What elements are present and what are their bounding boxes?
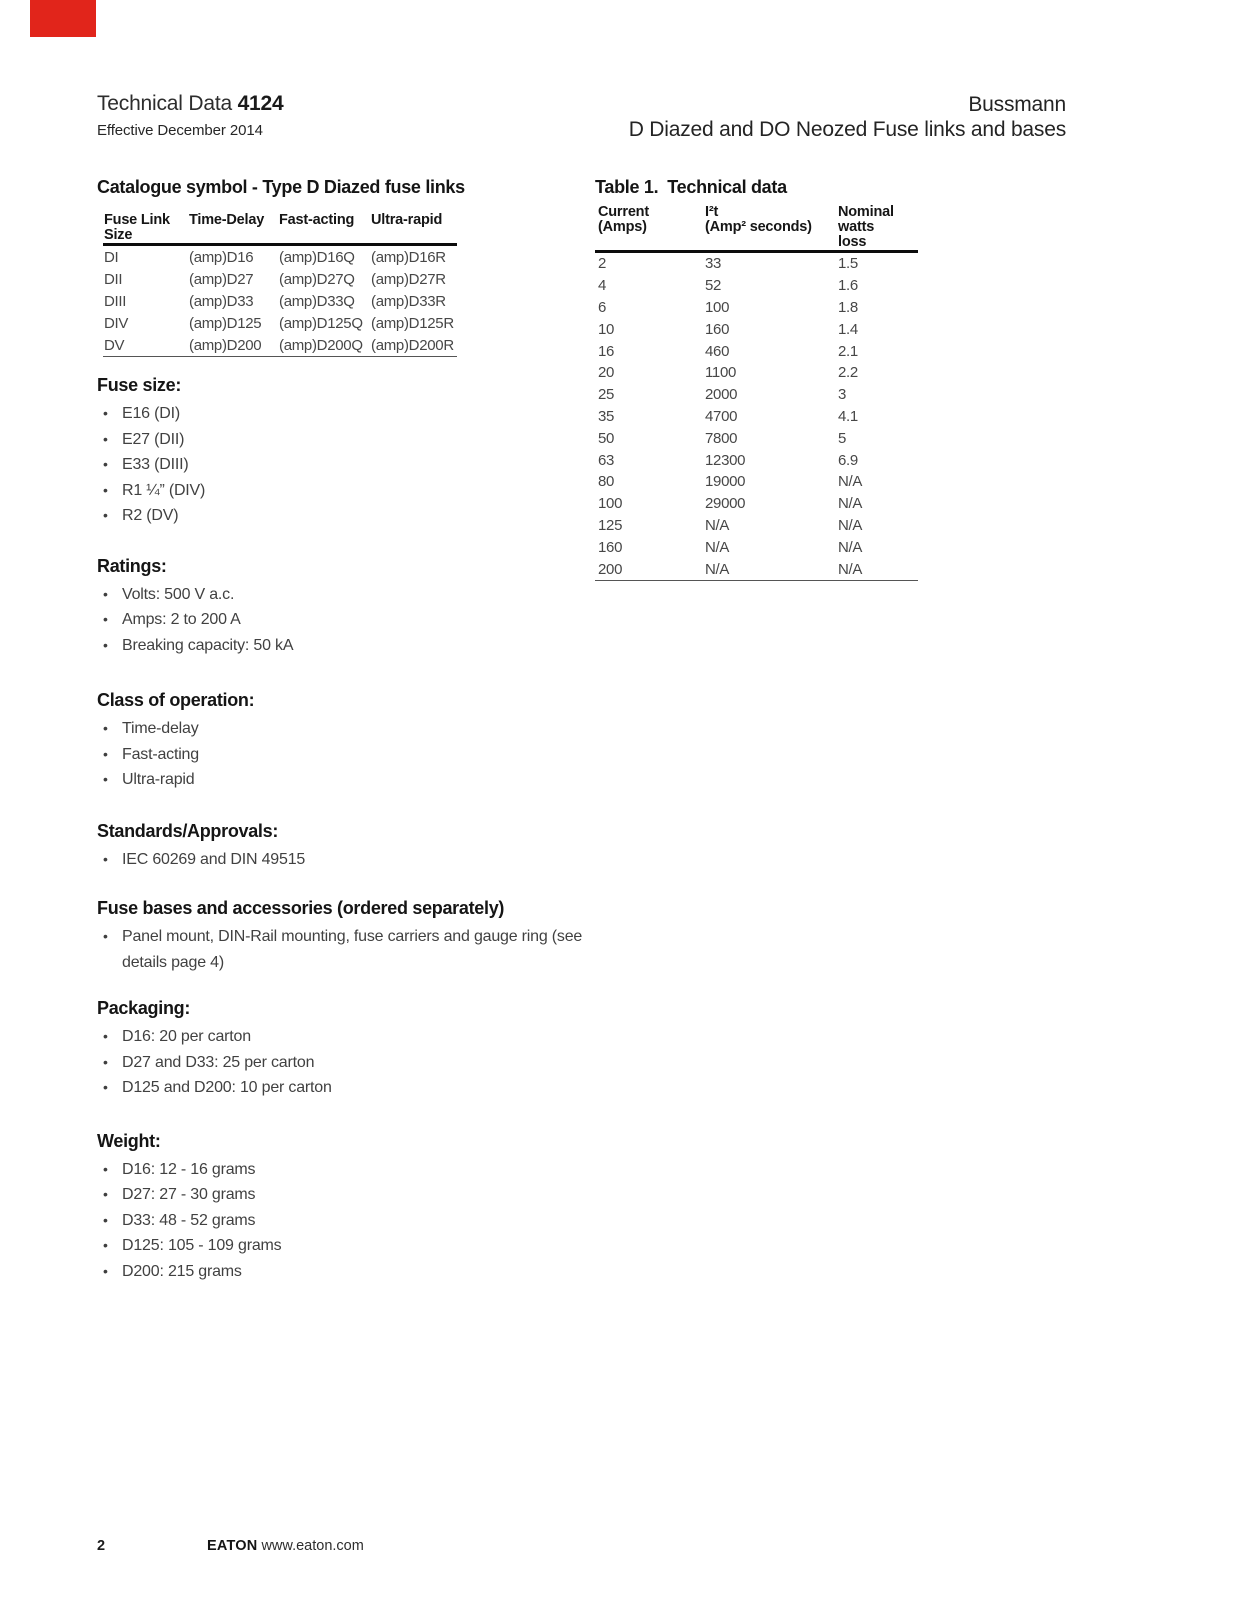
table-cell: N/A (838, 516, 863, 534)
doc-number: 4124 (237, 92, 284, 115)
table-cell: 10 (598, 320, 615, 338)
section-standards-approvals (97, 821, 583, 873)
table-cell: 7800 (705, 429, 738, 447)
table-cell: 2 (598, 255, 607, 273)
table1-label: Table 1. (595, 177, 659, 197)
table-cell: DV (103, 334, 188, 357)
table-row (595, 536, 918, 558)
table-row (595, 449, 918, 471)
section-weight (97, 1131, 583, 1285)
section-heading: Standards/Approvals: (97, 820, 279, 841)
table-row (595, 427, 918, 449)
table-cell: 2000 (705, 386, 738, 404)
brand-red-bar (30, 0, 96, 37)
table1-title (595, 177, 925, 197)
bullet-item: • D200: 215 grams (97, 1259, 583, 1285)
table-row (595, 406, 918, 428)
table-cell: (amp)D200R (370, 334, 457, 357)
doc-type-label: Technical Data (97, 92, 238, 115)
bullet-item: • D125: 105 - 109 grams (97, 1233, 583, 1259)
table-cell: (amp)D200 (188, 334, 278, 357)
bullet-item: • D27: 27 - 30 grams (97, 1182, 583, 1208)
column-header-line: Current (598, 204, 649, 220)
table-cell: DII (104, 270, 123, 288)
table-cell: 16 (598, 342, 615, 360)
table-row (103, 245, 457, 269)
section-packaging (97, 998, 583, 1101)
table-cell: 200 (595, 558, 702, 580)
column-header-line: loss (838, 234, 867, 250)
technical-table-body (595, 252, 918, 581)
column-header-line: (Amps) (598, 219, 647, 235)
table-row (595, 318, 918, 340)
column-header-line: Nominal watts (838, 204, 894, 235)
document-title (97, 92, 284, 116)
table-cell: (amp)D16R (371, 248, 446, 266)
table-cell: 460 (705, 342, 730, 360)
table-cell: 4 (598, 277, 607, 295)
table-row (103, 268, 457, 290)
bullet-item: • Volts: 500 V a.c. (97, 582, 583, 608)
bullet-item: • D33: 48 - 52 grams (97, 1208, 583, 1234)
table-cell: (amp)D125 (189, 314, 262, 332)
table-row (595, 558, 918, 580)
column-header (103, 213, 188, 245)
table-cell: 1.6 (838, 277, 858, 295)
section-heading: Packaging: (97, 998, 191, 1018)
table-cell: 1100 (705, 364, 737, 382)
catalogue-table-header (103, 213, 457, 245)
table-cell: 100 (598, 495, 623, 513)
table-cell: 125 (598, 516, 623, 534)
bullet-item: • Amps: 2 to 200 A (97, 607, 583, 633)
column-header-line: I²t (705, 204, 719, 220)
section-fuse-size (97, 375, 583, 529)
bullet-item: • E27 (DII) (97, 427, 583, 453)
table-cell: 35 (598, 407, 615, 425)
section-heading: Class of operation: (97, 690, 255, 710)
table-cell: 4.1 (838, 407, 858, 425)
table-cell: N/A (838, 495, 863, 513)
table-cell: 2.2 (838, 364, 858, 382)
bullet-list (97, 582, 583, 659)
table-cell: 160 (598, 538, 623, 556)
table-cell: 160 (705, 320, 730, 338)
table-cell: N/A (835, 558, 918, 580)
table-row (595, 515, 918, 537)
table-cell: N/A (705, 516, 730, 534)
table-cell: 6.9 (838, 451, 858, 469)
bullet-list (97, 1157, 583, 1285)
table-cell: DI (104, 248, 119, 266)
column-header (278, 213, 370, 245)
column-header-line: Fast-acting (279, 212, 355, 228)
table-cell: (amp)D27R (371, 270, 446, 288)
table-cell: 63 (598, 451, 615, 469)
table-cell: 50 (598, 429, 615, 447)
table-cell: (amp)D33Q (279, 292, 355, 310)
table-row (595, 384, 918, 406)
brand-name: Bussmann (968, 93, 1066, 116)
bullet-list (97, 847, 583, 873)
table-row (595, 252, 918, 275)
bullet-item: • Breaking capacity: 50 kA (97, 633, 583, 659)
table-cell: N/A (838, 473, 863, 491)
footer-website: www.eaton.com (257, 1538, 364, 1554)
table-cell: (amp)D125R (371, 314, 454, 332)
info-sections (97, 375, 583, 1284)
table-cell: 52 (705, 277, 722, 295)
table-row (103, 290, 457, 312)
table-cell: 20 (598, 364, 615, 382)
column-header-line: Time-Delay (189, 212, 265, 228)
table-cell: DIV (104, 314, 129, 332)
table-row (595, 297, 918, 319)
right-column (595, 177, 925, 581)
table-cell: 6 (598, 298, 607, 316)
column-header-line: Fuse Link (104, 212, 170, 228)
column-header (835, 205, 918, 252)
bullet-list (97, 716, 583, 793)
bullet-item: • D125 and D200: 10 per carton (97, 1075, 583, 1101)
table-cell: N/A (838, 538, 863, 556)
table-cell: 1.5 (838, 255, 858, 273)
column-header (188, 213, 278, 245)
header-right (629, 92, 1066, 142)
column-header-line: Ultra-rapid (371, 212, 443, 228)
table-cell: 29000 (705, 495, 746, 513)
bullet-list (97, 1024, 583, 1101)
table-cell: 2.1 (838, 342, 858, 360)
bullet-list (97, 401, 583, 529)
bullet-item: • E33 (DIII) (97, 452, 583, 478)
page-number: 2 (97, 1538, 106, 1554)
table-cell: 33 (705, 255, 722, 273)
section-heading: Fuse bases and accessories (ordered separately) (97, 898, 505, 918)
effective-date: Effective December 2014 (97, 122, 263, 139)
table-cell: 5 (838, 429, 847, 447)
table-cell: 12300 (705, 451, 746, 469)
catalogue-title: Catalogue symbol - Type D Diazed fuse links (97, 177, 465, 197)
bullet-item: • IEC 60269 and DIN 49515 (97, 847, 583, 873)
table-cell: (amp)D200Q (278, 334, 370, 357)
table-cell: N/A (702, 558, 835, 580)
bullet-item: • R1 ¼” (DIV) (97, 478, 583, 504)
section-class-of-operation (97, 690, 583, 793)
product-title: D Diazed and DO Neozed Fuse links and bases (628, 118, 1066, 141)
table-cell: (amp)D27Q (279, 270, 355, 288)
table-cell: 19000 (705, 473, 746, 491)
bullet-item: • E16 (DI) (97, 401, 583, 427)
table1-name: Technical data (667, 177, 787, 197)
column-header-line: Size (104, 227, 133, 243)
section-fuse-bases-and-accessories-ordered-separately (97, 898, 583, 975)
table-cell: N/A (705, 538, 730, 556)
footer-brand-line (207, 1538, 364, 1554)
table-row (595, 471, 918, 493)
bullet-item: • D16: 20 per carton (97, 1024, 583, 1050)
bullet-item: • Panel mount, DIN-Rail mounting, fuse carriers and gauge ring (see details page 4) (97, 924, 583, 975)
column-header (595, 205, 702, 252)
catalogue-table (103, 213, 457, 357)
bullet-item: • D16: 12 - 16 grams (97, 1157, 583, 1183)
table-row (595, 362, 918, 384)
table-row (103, 312, 457, 334)
table-cell: 25 (598, 386, 615, 404)
bullet-item: • D27 and D33: 25 per carton (97, 1050, 583, 1076)
table-cell: 3 (838, 386, 847, 404)
header-left (97, 92, 284, 139)
bullet-item: • Fast-acting (97, 742, 583, 768)
column-header (370, 213, 457, 245)
section-ratings (97, 556, 583, 659)
table-cell: DIII (104, 292, 127, 310)
table-cell: 4700 (705, 407, 738, 425)
table-cell: 100 (705, 298, 730, 316)
column-header (702, 205, 835, 252)
table-cell: (amp)D16Q (279, 248, 355, 266)
table-row (595, 340, 918, 362)
table-cell: 80 (598, 473, 615, 491)
table-cell: (amp)D125Q (279, 314, 363, 332)
technical-table-header (595, 205, 918, 252)
left-column (97, 177, 583, 1284)
bullet-item: • R2 (DV) (97, 503, 583, 529)
section-heading: Ratings: (97, 555, 167, 576)
section-heading: Fuse size: (97, 375, 182, 395)
table-cell: (amp)D27 (189, 270, 254, 288)
eaton-logo-text: EATON (207, 1538, 258, 1554)
table-cell: (amp)D16 (189, 248, 254, 266)
table-row (595, 493, 918, 515)
table-cell: (amp)D33 (189, 292, 254, 310)
bullet-list (97, 924, 583, 975)
bullet-item: • Time-delay (97, 716, 583, 742)
section-heading: Weight: (97, 1130, 161, 1151)
catalogue-table-body (103, 245, 457, 357)
table-cell: 1.8 (838, 298, 858, 316)
column-header-line: (Amp² seconds) (705, 219, 812, 235)
table-cell: 1.4 (838, 320, 858, 338)
technical-data-table (595, 205, 918, 581)
table-cell: (amp)D33R (371, 292, 446, 310)
table-row (103, 334, 457, 357)
bullet-item: • Ultra-rapid (97, 767, 583, 793)
table-row (595, 275, 918, 297)
